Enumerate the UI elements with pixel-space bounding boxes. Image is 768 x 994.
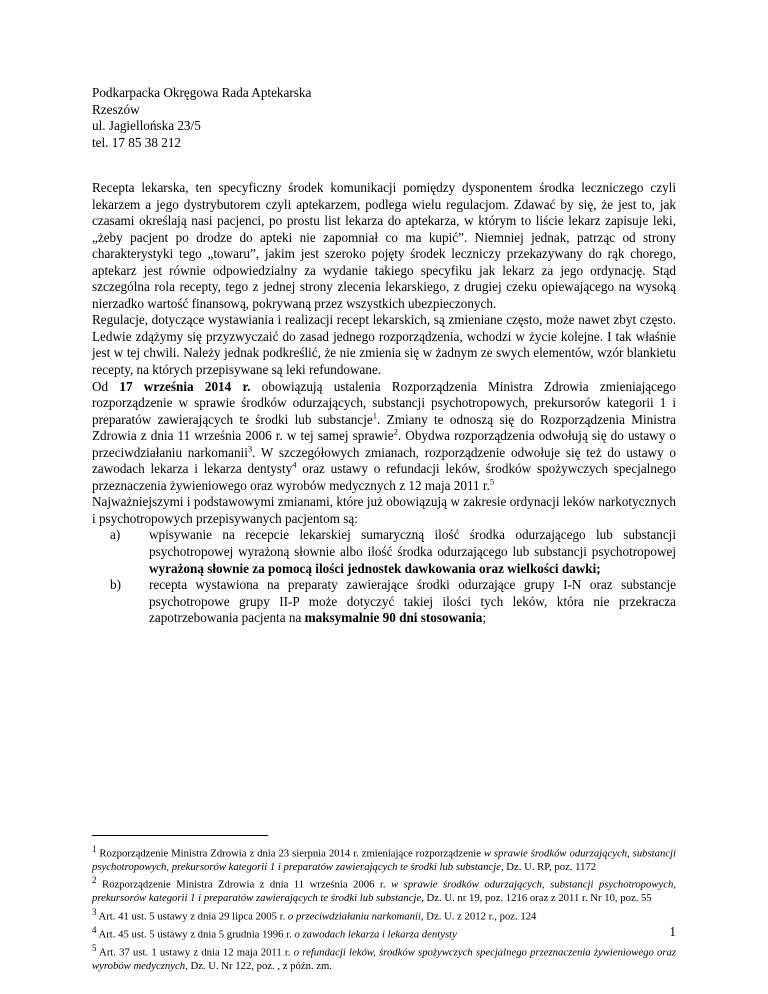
list-marker: b) [110,577,121,593]
footnote-ref-5: 5 [489,476,495,487]
footnotes [92,843,676,973]
footnote-ref-1: 1 [372,410,377,421]
footnote-3 [92,906,676,924]
list-item-text: recepta wystawiona na preparaty zawierające środki odurzające grupy I-N oraz substancje psychotropowe grupy II-P może dotyczyć takiej ilości tych leków, która nie przekracza zapotrzebowania pacjenta na [149,577,676,626]
footnote-5 [92,942,676,973]
footnote-4 [92,924,676,942]
organization-name: Podkarpacka Okręgowa Rada Aptekarska [92,85,312,100]
phone-number: tel. 17 85 38 212 [92,134,182,150]
list-item [110,527,676,577]
list-item-emphasis: maksymalnie 90 dni stosowania [304,610,483,626]
footnote-ref-3: 3 [247,443,253,454]
list-item-tail: ; [596,560,601,576]
footnote-text: Art. 41 ust. 5 ustawy z dnia 29 lipca 2005 r. [96,910,288,923]
street-address: ul. Jagiellońska 23/5 [92,118,201,134]
paragraph-intro: Recepta lekarska, ten specyficzny środek komunikacji pomiędzy dysponentem środka leczniczego czyli lekarzem a jego dystrybutorem czyli aptekarzem, podlega wielu regulacjom. Zdawać by się, że jest to, jak czasami określają nasi pacjenci, po prostu list lekarza do aptekarza, w którym to liście lekarz zapisuje leki, „żeby pacjent po drodze do apteki nie zapomniał co ma kupić”. Niemniej jednak, patrząc od strony charakterystyki tego „towaru”, jakim jest szeroko pojęty środek leczniczy przekazywany do rąk chorego, aptekarz jest równie odpowiedzialny za wydanie takiego specyfiku jak lekarz za jego ordynację. Stąd szczególna rola recepty, tego z jednej strony zlecenia lekarskiego, z drugiej czeku opiewającego na wysoką nierzadko wartość finansową, pokrywaną przez wszystkich ubezpieczonych. [92,180,676,311]
footnote-2 [92,874,676,905]
footnote-separator [92,835,268,836]
footnote-number: 3 [92,906,97,917]
list-marker: a) [110,527,121,543]
paragraph-new-regulation [92,379,676,495]
footnote-number: 4 [92,924,97,935]
text-segment: Od [92,378,120,394]
footnote-ref-4: 4 [292,459,297,470]
footnote-text: Rozporządzenie Ministra Zdrowia z dnia 11 września 2006 r. [96,878,392,891]
page-number: 1 [669,924,676,939]
footnote-text: Art. 45 ust. 5 ustawy z dnia 5 grudnia 1996 r. [96,928,295,941]
footnote-title: w sprawie środków odurzających, substancji psychotropowych, prekursorów kategorii 1 i preparatów zawierających te środki lub substancje [92,847,676,873]
changes-list [92,527,676,626]
paragraph-main-changes: Najważniejszymi i podstawowymi zmianami, które już obowiązują w zakresie ordynacji leków narkotycznych i psychotropowych przepisywanych pacjentom są: [92,494,676,526]
list-item-emphasis: wyrażoną słownie za pomocą ilości jednostek dawkowania oraz wielkości dawki [149,560,597,576]
text-segment: . Obydwa rozporządzenia odwołują się do ustawy o przeciwdziałaniu narkomanii [92,428,676,460]
footnote-number: 1 [92,844,97,854]
text-segment: obowiązują ustalenia Rozporządzenia Ministra Zdrowia zmieniającego rozporządzenie w sprawie środków odurzających, substancji psychotropowych, prekursorów kategorii 1 i preparatów zawierających te środki lub substancje [92,378,676,427]
footnote-title: w sprawie środków odurzających, substancji psychotropowych, prekursorów kategorii 1 i preparatów zawierających te środki lub substancje [92,878,676,905]
footnote-1 [92,843,676,874]
paragraph-regulations: Regulacje, dotyczące wystawiania i realizacji recept lekarskich, są zmieniane często, może nawet zbyt często. Ledwie zdążymy się przyzwyczaić do zasad jednego rozporządzenia, wchodzi w życie kolejne. I tak właśnie jest w tej chwili. Należy jednak podkreślić, że nie zmienia się w żadnym ze swych elementów, wzór blankietu recepty, na których przepisywane są leki refundowane. [92,312,676,378]
footnote-number: 2 [92,875,97,886]
footnote-title: o refundacji leków, środków spożywczych specjalnego przeznaczenia żywieniowego oraz wyrobów medycznych [92,946,676,972]
footnote-citation: , Dz. U. RP, poz. 1172 [500,860,597,873]
footnote-title: o zawodach lekarza i lekarza dentysty [294,928,457,941]
list-item [110,577,676,627]
footnote-citation: , Dz. U. nr 19, poz. 1216 oraz z 2011 r. Nr 10, poz. 55 [421,892,652,905]
text-segment: . W szczegółowych zmianach, rozporządzenie odwołuje się też do ustawy o zawodach lekarza i lekarza dentysty [92,444,676,477]
effective-date: 17 września 2014 r. [119,378,251,394]
footnote-citation: , Dz. U. Nr 122, poz. , z późn. zm. [185,959,333,972]
document-body [92,180,676,627]
footnote-text: Art. 37 ust. 1 ustawy z dnia 12 maja 2011 r. [96,946,294,959]
footnote-ref-2: 2 [393,426,398,437]
list-item-text: wpisywanie na recepcie lekarskiej sumaryczną ilość środka odurzającego lub substancji psychotropowej wyrażoną słownie albo ilość środka odurzającego lub substancji psychotropowej [149,527,676,560]
footnote-citation: , Dz. U. z 2012 r., poz. 124 [420,910,537,923]
text-segment: . Zmiany te odnoszą się do Rozporządzenia Ministra Zdrowia z dnia 11 września 2006 r. w tej samej sprawie [92,411,676,444]
footnote-number: 5 [92,942,97,953]
list-item-tail: ; [482,610,486,626]
sender-address-block [92,85,311,151]
city: Rzeszów [92,101,140,117]
footnote-text: Rozporządzenie Ministra Zdrowia z dnia 23 sierpnia 2014 r. zmieniające rozporządzenie [96,847,484,860]
text-segment: oraz ustawy o refundacji leków, środków spożywczych specjalnego przeznaczenia żywieniowego oraz wyrobów medycznych z 12 maja 2011 r. [92,461,676,493]
footnote-title: o przeciwdziałaniu narkomanii [287,910,421,923]
